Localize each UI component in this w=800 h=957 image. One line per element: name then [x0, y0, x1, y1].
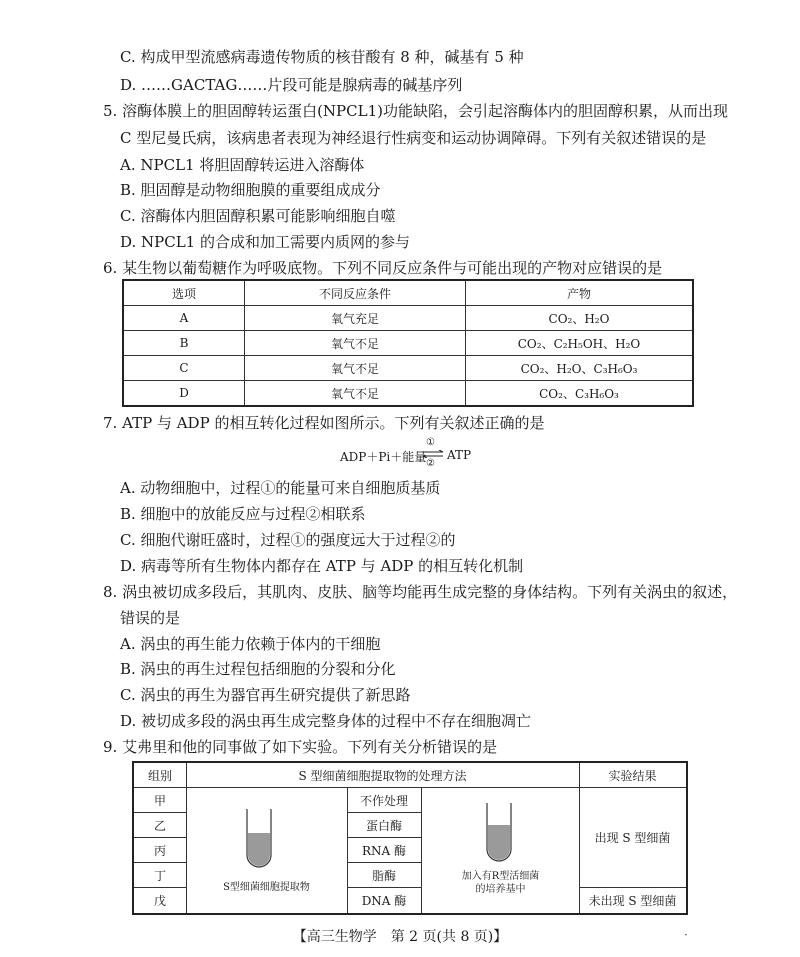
q9-group: 乙 [153, 819, 166, 833]
q6-header-option: 选项 [123, 280, 245, 306]
test-tube-icon [484, 801, 514, 867]
q6-table-header [123, 280, 693, 306]
q9-treatment: 蛋白酶 [365, 819, 402, 833]
q5-option-d: D. NPCL1 的合成和加工需要内质网的参与 [120, 233, 410, 251]
page-footer: 【高三生物学 第 2 页(共 8 页)】 [292, 929, 508, 945]
q7-eq-right: ATP [447, 448, 472, 462]
q4-option-d: D. ……GACTAG……片段可能是腺病毒的碱基序列 [120, 76, 463, 94]
q7-option-c: C. 细胞代谢旺盛时，过程①的强度远大于过程②的 [120, 531, 456, 549]
q6-cell: A [123, 306, 245, 331]
q9-tube1-label: S型细菌细胞提取物 [223, 882, 310, 893]
q9-tube2-label-line2: 的培养基中 [475, 884, 526, 895]
test-tube-icon [244, 807, 274, 873]
q9-group: 戊 [153, 894, 166, 908]
reversible-arrow-icon [422, 450, 444, 458]
q4-option-c: C. 构成甲型流感病毒遗传物质的核苷酸有 8 种，碱基有 5 种 [120, 48, 524, 66]
q6-cell: 氧气不足 [245, 356, 466, 381]
q9-stem: 9. 艾弗里和他的同事做了如下实验。下列有关分析错误的是 [103, 738, 498, 756]
table-row [123, 381, 693, 407]
q8-option-c: C. 涡虫的再生为器官再生研究提供了新思路 [120, 686, 411, 704]
q5-stem-line1: 5. 溶酶体膜上的胆固醇转运蛋白(NPCL1)功能缺陷，会引起溶酶体内的胆固醇积累，从而出现 [103, 102, 728, 120]
q9-treatment: RNA 酶 [361, 844, 407, 858]
q5-option-a: A. NPCL1 将胆固醇转运进入溶酶体 [120, 156, 365, 174]
q5-stem-line2: C 型尼曼氏病，该病患者表现为神经退行性病变和运动协调障碍。下列有关叙述错误的是 [120, 129, 707, 147]
q5-option-b: B. 胆固醇是动物细胞膜的重要组成成分 [120, 181, 381, 199]
q6-cell: 氧气不足 [245, 331, 466, 356]
q9-treatment: 脂酶 [371, 869, 396, 883]
q6-cell: CO₂、C₃H₆O₃ [466, 381, 694, 407]
q6-header-product: 产物 [466, 280, 694, 306]
q7-option-d: D. 病毒等所有生物体内都存在 ATP 与 ADP 的相互转化机制 [120, 557, 524, 575]
table-row [123, 306, 693, 331]
q9-treatment: 不作处理 [359, 794, 408, 808]
q6-table [122, 279, 694, 407]
q6-cell: D [123, 381, 245, 407]
q8-option-a: A. 涡虫的再生能力依赖于体内的干细胞 [120, 635, 381, 653]
q9-header-group: 组别 [147, 769, 172, 783]
q6-cell: CO₂、H₂O [466, 306, 694, 331]
q9-result-positive: 出现 S 型细菌 [594, 831, 671, 845]
q6-cell: C [123, 356, 245, 381]
q9-tube2-label-line1: 加入有R型活细菌 [461, 871, 540, 882]
table-row [123, 331, 693, 356]
q6-cell: B [123, 331, 245, 356]
q8-option-d: D. 被切成多段的涡虫再生成完整身体的过程中不存在细胞凋亡 [120, 712, 532, 730]
table-row [123, 356, 693, 381]
q9-group: 丁 [153, 869, 166, 883]
q7-eq-left: ADP＋Pi＋能量 [340, 450, 427, 464]
q8-option-b: B. 涡虫的再生过程包括细胞的分裂和分化 [120, 660, 396, 678]
q8-stem-line2: 错误的是 [120, 609, 181, 627]
q9-result-negative: 未出现 S 型细菌 [588, 894, 677, 908]
q6-stem: 6. 某生物以葡萄糖作为呼吸底物。下列不同反应条件与可能出现的产物对应错误的是 [103, 259, 663, 277]
q8-stem-line1: 8. 涡虫被切成多段后，其肌肉、皮肤、脑等均能再生成完整的身体结构。下列有关涡虫的叙述， [103, 583, 738, 601]
q6-cell: CO₂、C₂H₅OH、H₂O [466, 331, 694, 356]
q9-table [132, 761, 688, 915]
q7-eq-top: ① [426, 437, 435, 448]
q7-eq-bottom: ② [426, 458, 435, 469]
q5-option-c: C. 溶酶体内胆固醇积累可能影响细胞自噬 [120, 207, 396, 225]
q9-header-method: S 型细菌细胞提取物的处理方法 [298, 769, 467, 783]
q9-group: 丙 [153, 844, 166, 858]
q6-cell: CO₂、H₂O、C₃H₆O₃ [466, 356, 694, 381]
corner-mark: · [684, 928, 688, 942]
q9-group: 甲 [153, 794, 166, 808]
q9-header-result: 实验结果 [608, 769, 657, 783]
q9-treatment: DNA 酶 [361, 894, 407, 908]
q7-option-b: B. 细胞中的放能反应与过程②相联系 [120, 505, 366, 523]
q6-cell: 氧气不足 [245, 381, 466, 407]
q7-option-a: A. 动物细胞中，过程①的能量可来自细胞质基质 [120, 479, 441, 497]
q6-header-condition: 不同反应条件 [245, 280, 466, 306]
q6-cell: 氧气充足 [245, 306, 466, 331]
q7-stem: 7. ATP 与 ADP 的相互转化过程如图所示。下列有关叙述正确的是 [103, 414, 545, 432]
